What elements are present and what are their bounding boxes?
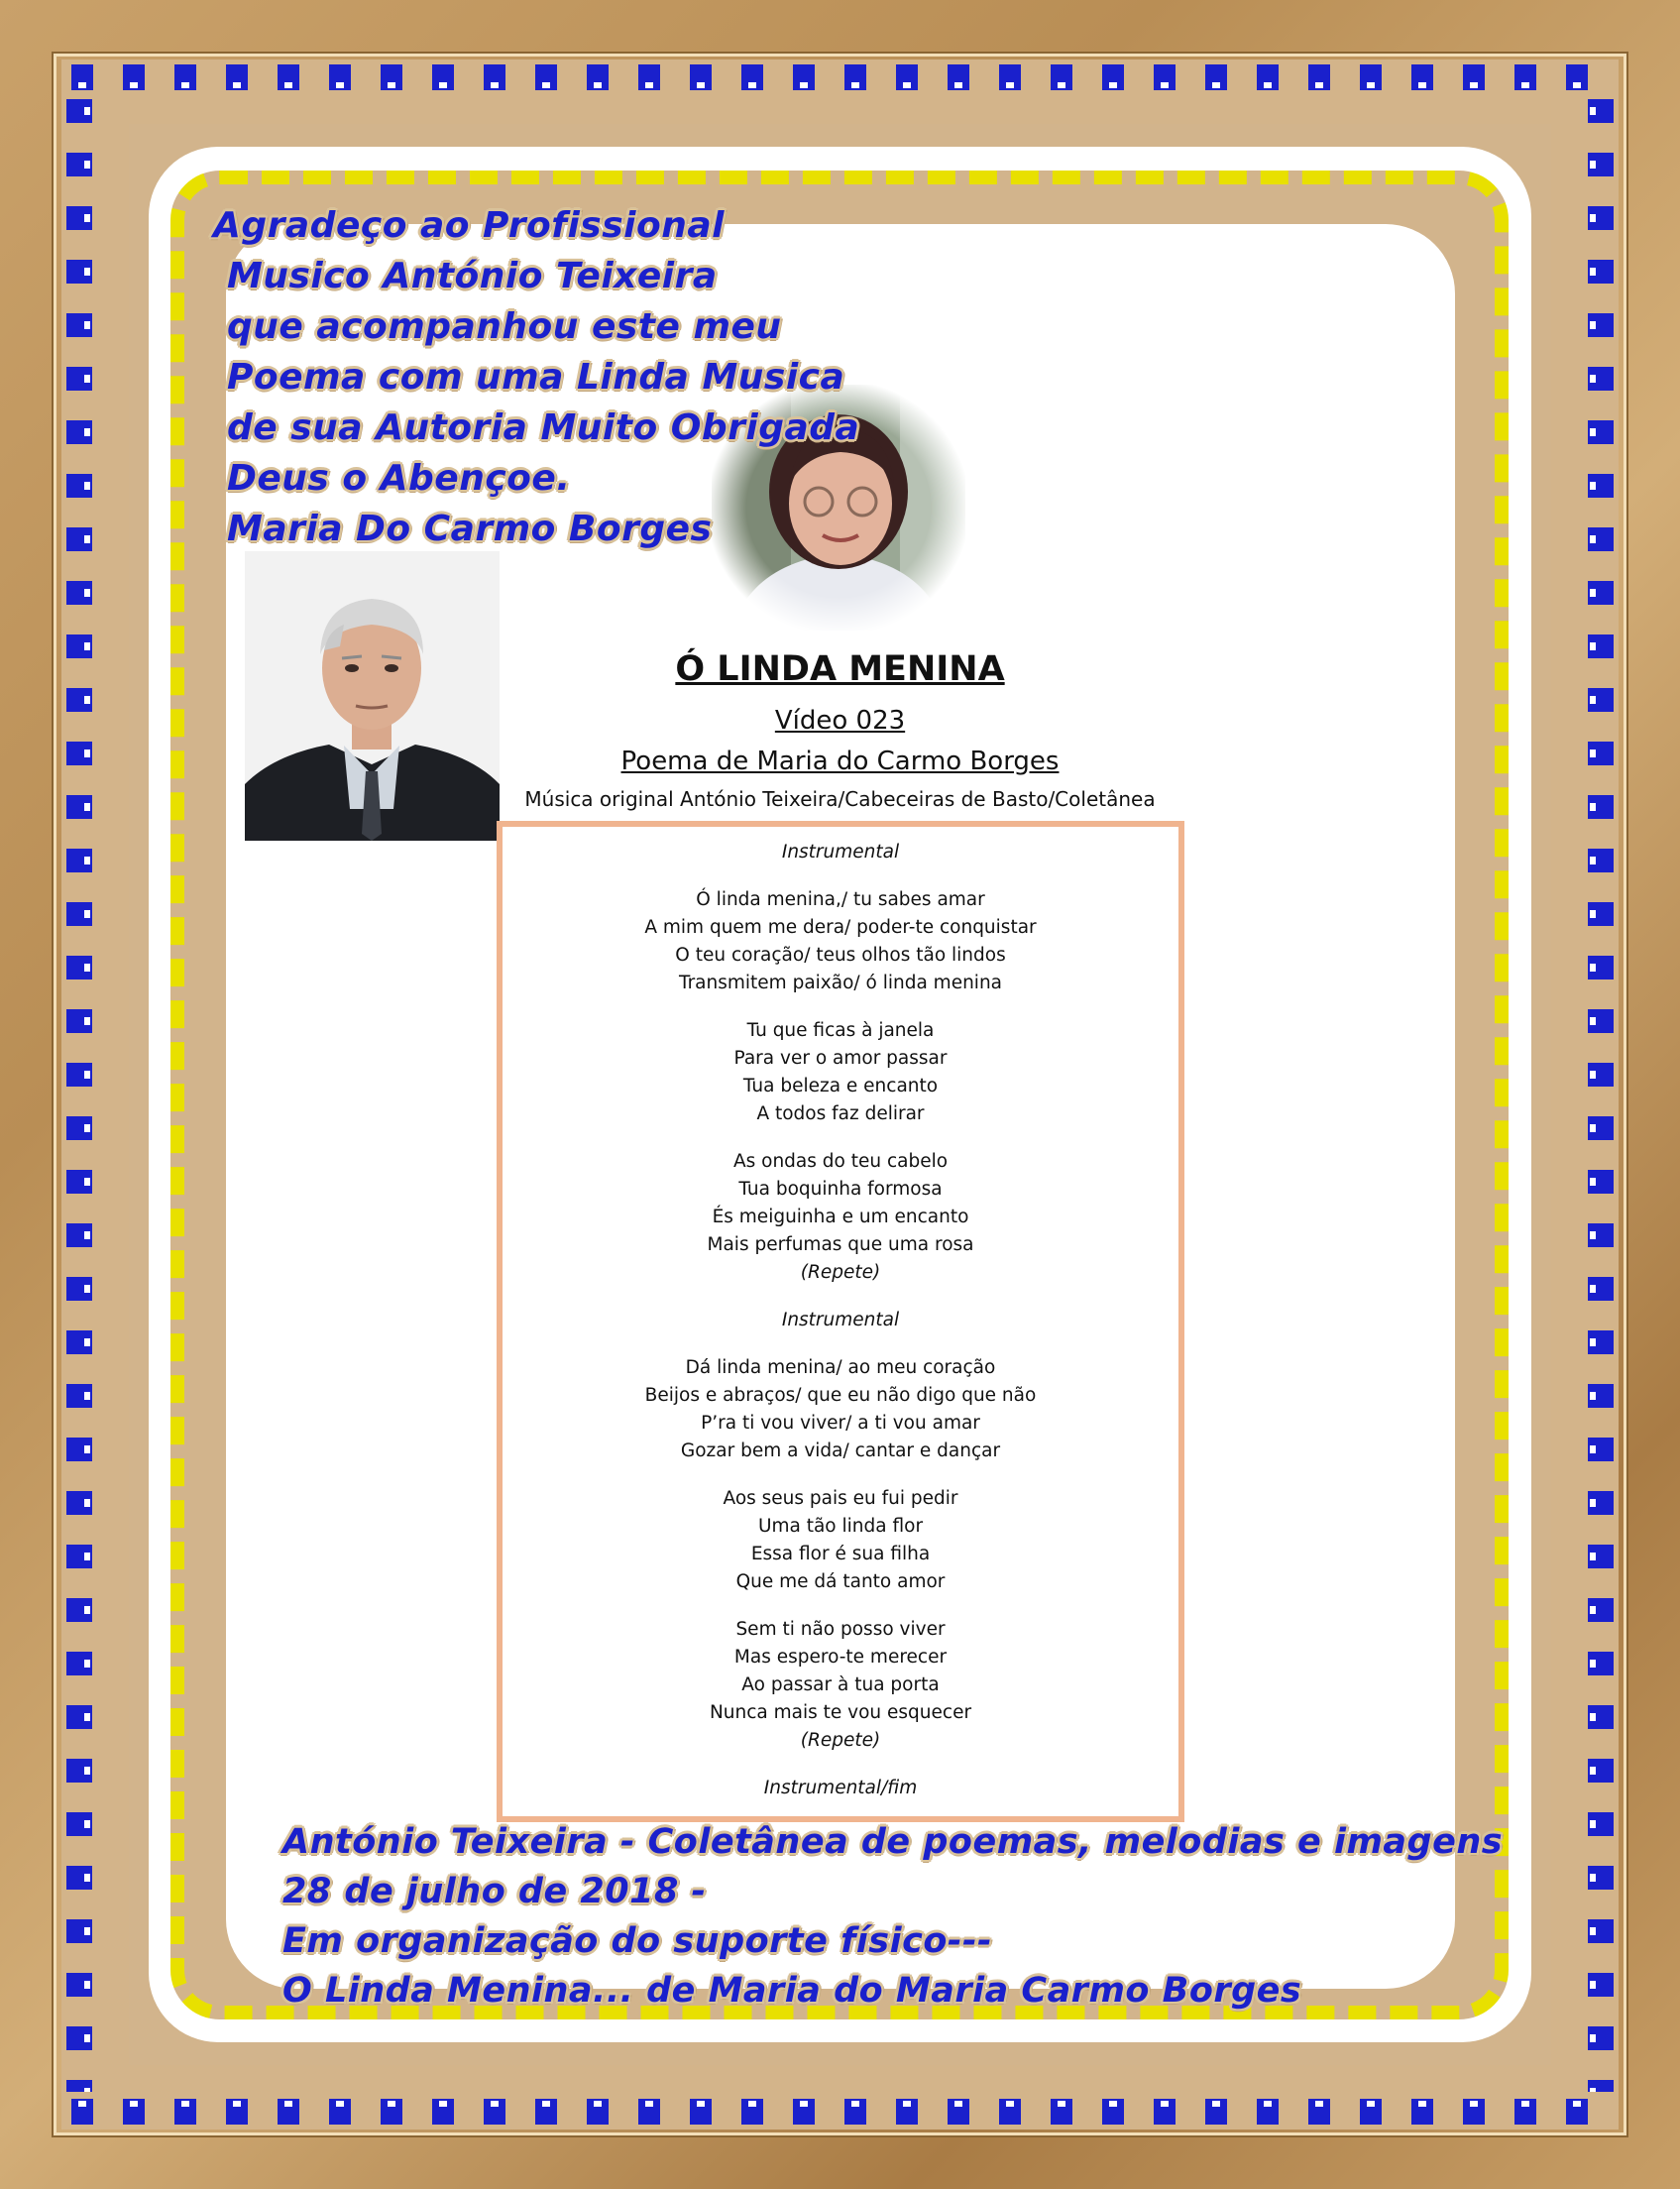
dedication-line: que acompanhou este meu bbox=[227, 306, 782, 347]
stanza bbox=[503, 1017, 1178, 1128]
poem-author: Poema de Maria do Carmo Borges bbox=[620, 747, 1060, 776]
lyric-line: Nunca mais te vou esquecer bbox=[709, 1702, 972, 1723]
dedication-line: Agradeço ao Profissional bbox=[213, 205, 725, 246]
lyric-line: Tua beleza e encanto bbox=[742, 1076, 939, 1096]
lyric-line: A todos faz delirar bbox=[756, 1103, 925, 1124]
lyric-line: Que me dá tanto amor bbox=[735, 1571, 946, 1592]
lyric-line: As ondas do teu cabelo bbox=[732, 1151, 949, 1172]
dedication-line: Poema com uma Linda Musica bbox=[227, 357, 845, 398]
video-number: Vídeo 023 bbox=[774, 706, 906, 736]
lyric-line: A mim quem me dera/ poder-te conquistar bbox=[644, 917, 1037, 938]
lyric-line: Instrumental bbox=[781, 1310, 900, 1330]
stanza bbox=[503, 1148, 1178, 1287]
poem-title: Ó LINDA MENINA bbox=[675, 649, 1005, 689]
dedication-line: Musico António Teixeira bbox=[227, 256, 718, 296]
stanza bbox=[503, 1307, 1178, 1334]
dedication-text bbox=[213, 200, 859, 554]
stanza bbox=[503, 1775, 1178, 1802]
lyric-line: Mais perfumas que uma rosa bbox=[707, 1234, 974, 1255]
lyric-line: Instrumental/fim bbox=[763, 1778, 918, 1798]
dedication-line: Maria Do Carmo Borges bbox=[227, 509, 713, 549]
lyric-line: Transmitem paixão/ ó linda menina bbox=[678, 973, 1003, 993]
stanza bbox=[503, 1485, 1178, 1596]
stanza bbox=[503, 886, 1178, 997]
footer-line: 28 de julho de 2018 - bbox=[282, 1872, 707, 1911]
stanza bbox=[503, 1354, 1178, 1465]
footer-text bbox=[282, 1817, 1503, 2016]
lyric-line: Beijos e abraços/ que eu não digo que não bbox=[644, 1385, 1037, 1406]
dedication-line: Deus o Abençoe. bbox=[227, 458, 571, 499]
lyric-line: Aos seus pais eu fui pedir bbox=[723, 1488, 958, 1509]
lyric-line: Mas espero-te merecer bbox=[733, 1647, 948, 1668]
lyric-line: Gozar bem a vida/ cantar e dançar bbox=[680, 1440, 1001, 1461]
stanza bbox=[503, 839, 1178, 866]
photo-antonio-teixeira bbox=[245, 551, 500, 841]
repeat-marker: (Repete) bbox=[800, 1262, 881, 1283]
footer-line: O Linda Menina... de Maria do Maria Carmo Borges bbox=[282, 1971, 1302, 2011]
lyric-line: És meiguinha e um encanto bbox=[712, 1207, 969, 1227]
footer-line: António Teixeira - Coletânea de poemas, melodias e imagens bbox=[282, 1822, 1504, 1862]
lyric-line: Tu que ficas à janela bbox=[746, 1020, 935, 1041]
lyric-line: O teu coração/ teus olhos tão lindos bbox=[675, 945, 1006, 966]
lyric-line: Instrumental bbox=[781, 842, 900, 863]
repeat-marker: (Repete) bbox=[800, 1730, 881, 1751]
dedication-line: de sua Autoria Muito Obrigada bbox=[227, 407, 860, 448]
lyrics bbox=[503, 839, 1178, 1822]
lyric-line: P’ra ti vou viver/ a ti vou amar bbox=[701, 1413, 980, 1434]
lyric-line: Para ver o amor passar bbox=[733, 1048, 948, 1069]
lyric-line: Uma tão linda flor bbox=[757, 1516, 924, 1537]
lyric-line: Ao passar à tua porta bbox=[741, 1674, 940, 1695]
music-credit: Música original António Teixeira/Cabeceiras de Basto/Coletânea bbox=[524, 787, 1156, 811]
lyric-line: Essa flor é sua filha bbox=[750, 1544, 931, 1564]
lyric-line: Ó linda menina,/ tu sabes amar bbox=[696, 889, 985, 910]
lyric-line: Tua boquinha formosa bbox=[738, 1179, 943, 1200]
lyric-line: Sem ti não posso viver bbox=[735, 1619, 946, 1640]
portrait-man-icon bbox=[245, 551, 500, 841]
footer-line: Em organização do suporte físico--- bbox=[282, 1921, 993, 1961]
stanza bbox=[503, 1616, 1178, 1755]
lyric-line: Dá linda menina/ ao meu coração bbox=[685, 1357, 996, 1378]
